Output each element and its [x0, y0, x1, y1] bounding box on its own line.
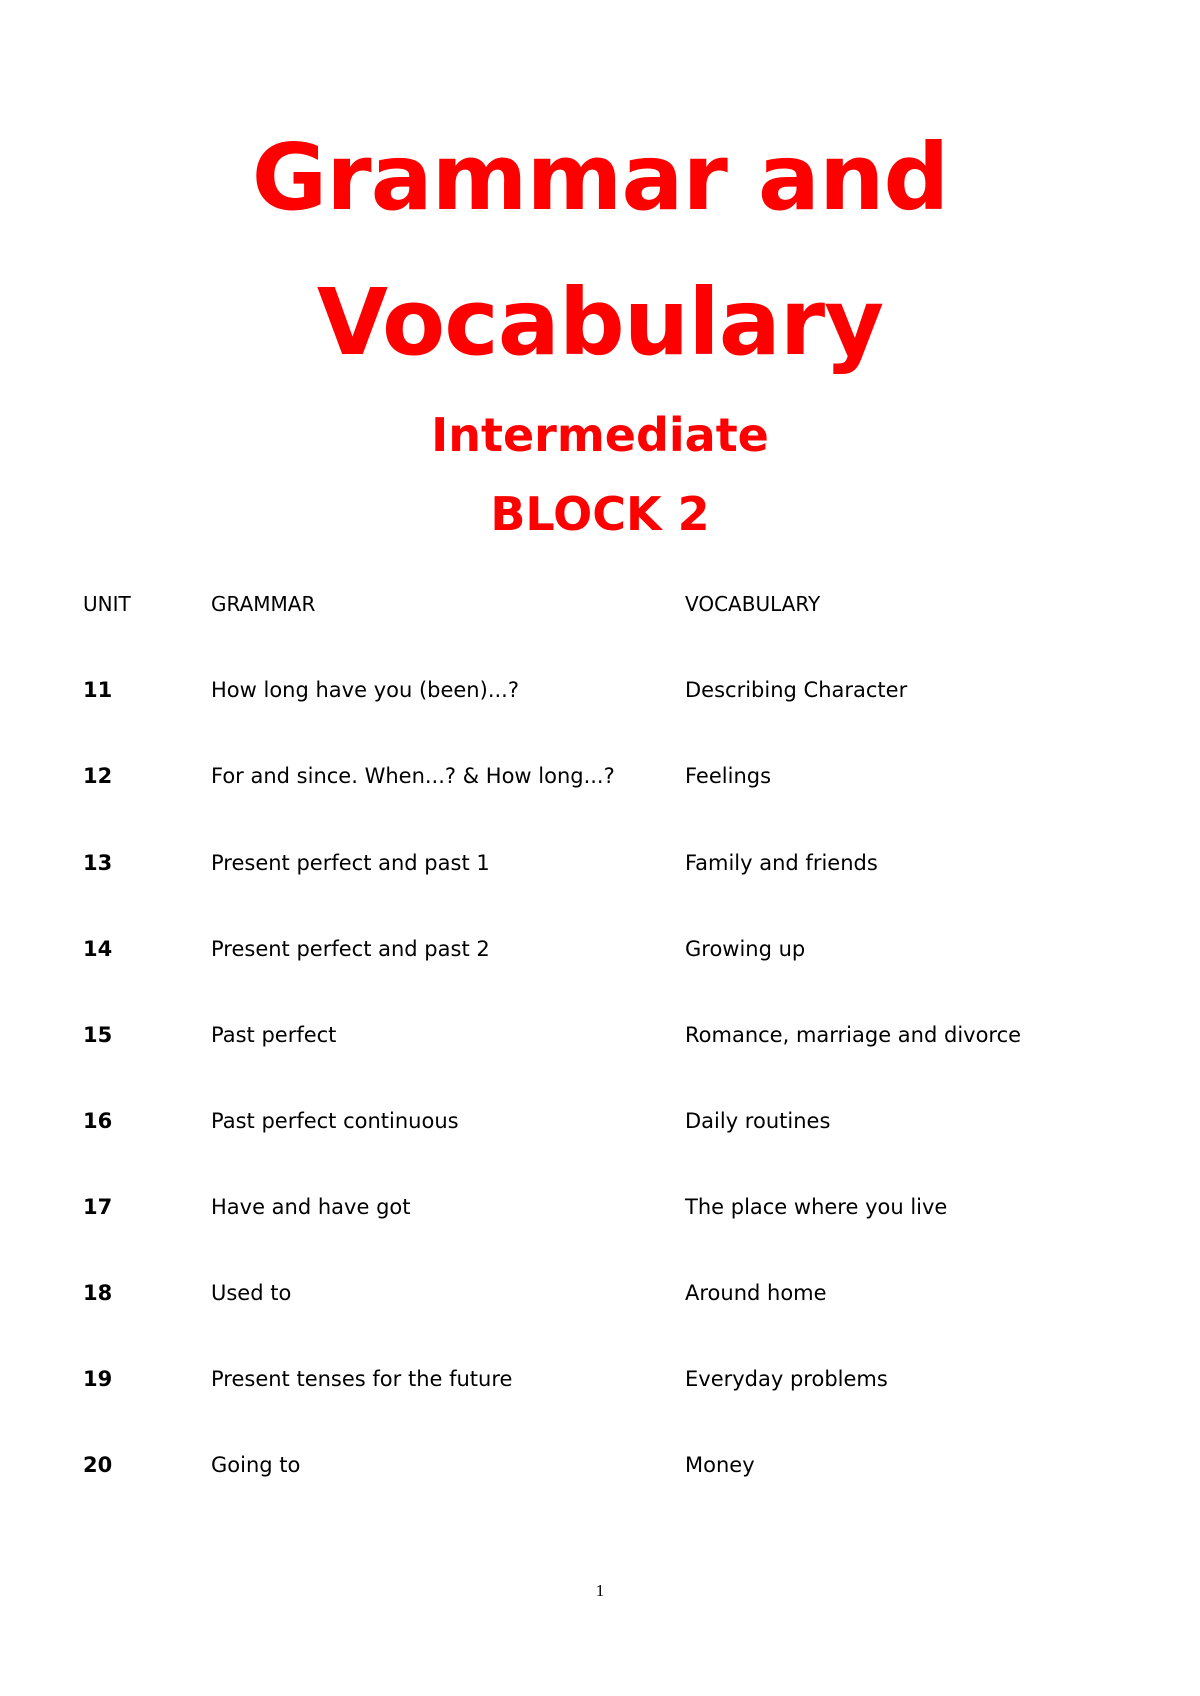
vocabulary-topic: Everyday problems — [685, 1367, 888, 1391]
title-line-2: Vocabulary — [316, 269, 884, 376]
unit-number: 18 — [83, 1281, 113, 1305]
vocabulary-topic: Growing up — [685, 937, 806, 961]
vocabulary-topic: Feelings — [685, 764, 772, 788]
table-header-row — [0, 586, 1200, 622]
grammar-topic: Past perfect — [211, 1023, 337, 1047]
table-row — [0, 1103, 1200, 1139]
table-row — [0, 1361, 1200, 1397]
grammar-topic: Going to — [211, 1453, 301, 1477]
grammar-topic: Present perfect and past 1 — [211, 851, 490, 875]
unit-number: 13 — [83, 851, 113, 875]
grammar-topic: Past perfect continuous — [211, 1109, 459, 1133]
subtitle: Intermediate — [431, 408, 769, 462]
vocabulary-topic: Money — [685, 1453, 755, 1477]
unit-number: 12 — [83, 764, 113, 788]
vocabulary-topic: Daily routines — [685, 1109, 831, 1133]
grammar-topic: Have and have got — [211, 1195, 411, 1219]
grammar-topic: Used to — [211, 1281, 292, 1305]
table-row — [0, 1447, 1200, 1483]
vocabulary-topic: Around home — [685, 1281, 827, 1305]
grammar-topic: For and since. When...? & How long...? — [211, 764, 615, 788]
page-number: 1 — [595, 1581, 605, 1600]
unit-number: 11 — [83, 678, 113, 702]
table-row — [0, 672, 1200, 708]
grammar-topic: How long have you (been)...? — [211, 678, 519, 702]
vocabulary-topic: The place where you live — [685, 1195, 948, 1219]
table-row — [0, 845, 1200, 881]
table-row — [0, 1017, 1200, 1053]
header-grammar: GRAMMAR — [211, 592, 316, 616]
header-vocabulary: VOCABULARY — [685, 592, 821, 616]
block-label: BLOCK 2 — [490, 487, 710, 541]
unit-number: 19 — [83, 1367, 113, 1391]
header-unit: UNIT — [83, 592, 131, 616]
unit-number: 17 — [83, 1195, 113, 1219]
unit-number: 16 — [83, 1109, 113, 1133]
table-row — [0, 931, 1200, 967]
title-line-1: Grammar and — [251, 124, 949, 231]
vocabulary-topic: Family and friends — [685, 851, 878, 875]
vocabulary-topic: Describing Character — [685, 678, 908, 702]
table-row — [0, 758, 1200, 794]
unit-number: 20 — [83, 1453, 113, 1477]
table-row — [0, 1189, 1200, 1225]
unit-number: 14 — [83, 937, 113, 961]
vocabulary-topic: Romance, marriage and divorce — [685, 1023, 1022, 1047]
grammar-topic: Present tenses for the future — [211, 1367, 513, 1391]
grammar-topic: Present perfect and past 2 — [211, 937, 490, 961]
unit-number: 15 — [83, 1023, 113, 1047]
table-row — [0, 1275, 1200, 1311]
